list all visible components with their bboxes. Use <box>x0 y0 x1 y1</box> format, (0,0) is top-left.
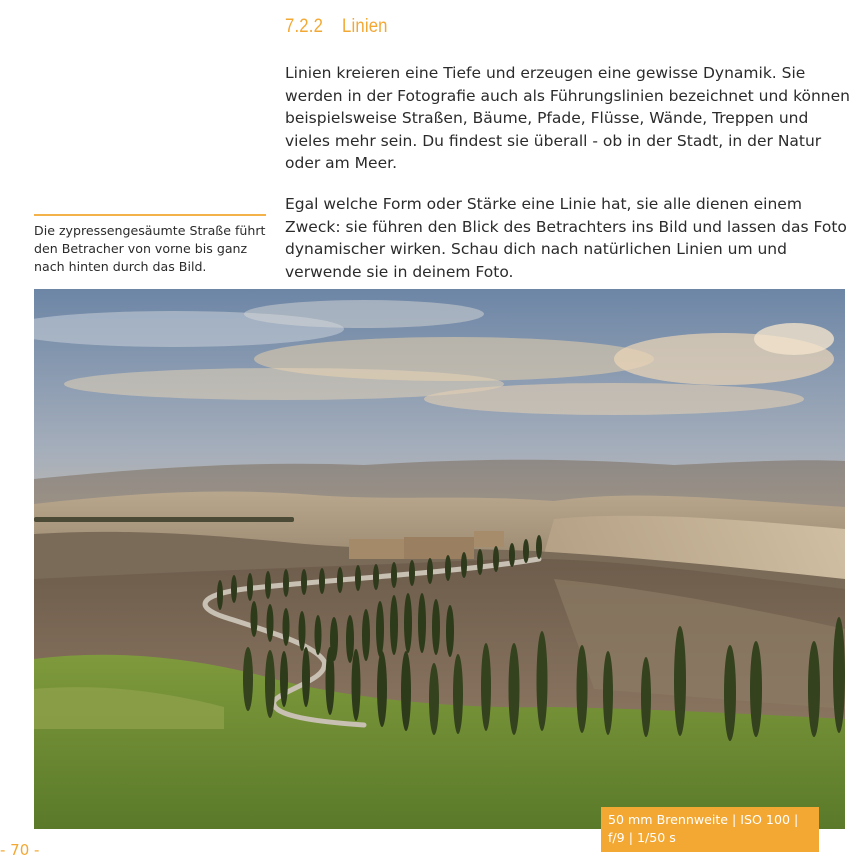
landscape-photo <box>34 289 845 829</box>
section-heading <box>285 16 388 38</box>
photo-settings-line-2: f/9 | 1/50 s <box>608 830 676 845</box>
caption-divider <box>34 214 266 216</box>
photo-settings-box <box>601 807 819 852</box>
page-number: - 70 - <box>0 841 40 859</box>
section-title: Linien <box>341 16 388 37</box>
body-paragraph-2: Egal welche Form oder Stärke eine Linie hat, sie alle dienen einem Zweck: sie führen den Blick des Betrachters ins Bild und lassen das Foto dynamischer wirken. Schau dich nach natürlichen Linien um und verwende sie in deinem Foto. <box>285 195 847 281</box>
photo-caption: Die zypressengesäumte Straße führt den Betracher von vorne bis ganz nach hinten durch das Bild. <box>34 223 266 274</box>
landscape-photo-illustration <box>34 289 845 829</box>
photo-settings-line-1: 50 mm Brennweite | ISO 100 | <box>608 812 799 827</box>
section-number: 7.2.2 <box>285 16 324 37</box>
body-paragraph-1: Linien kreieren eine Tiefe und erzeugen eine gewisse Dynamik. Sie werden in der Fotografie auch als Führungslinien bezeichnet und können beispielsweise Straßen, Bäume, Pfade, Flüsse, Wände, Treppen und vieles mehr sein. Du findest sie überall - ob in der Stadt, in der Natur oder am Meer. <box>285 64 850 172</box>
